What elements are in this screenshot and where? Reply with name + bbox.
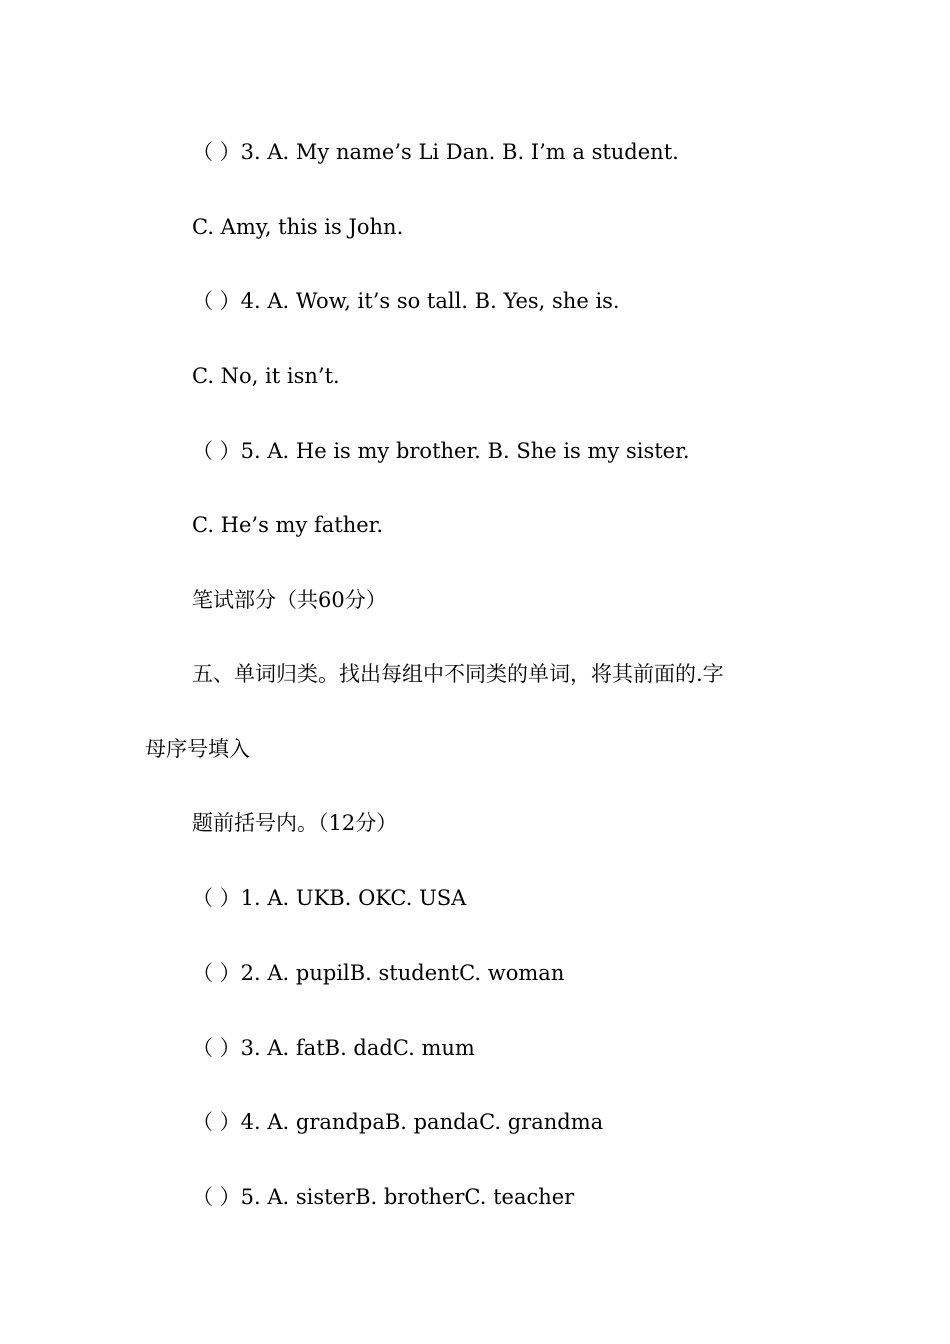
word-group-item-4: （ ）4. A. grandpaB. pandaC. grandma xyxy=(192,1110,604,1134)
listening-item-4-options: （ ）4. A. Wow, it’s so tall. B. Yes, she is. xyxy=(192,289,620,313)
listening-item-3-options: （ ）3. A. My name’s Li Dan. B. I’m a student. xyxy=(192,140,679,164)
word-group-item-2: （ ）2. A. pupilB. studentC. woman xyxy=(192,961,565,985)
section-five-instruction-cont: 母序号填入 xyxy=(145,737,250,761)
listening-item-4-option-c: C. No, it isn’t. xyxy=(192,364,340,388)
listening-item-3-option-c: C. Amy, this is John. xyxy=(192,215,404,239)
listening-item-5-option-c: C. He’s my father. xyxy=(192,513,384,537)
section-five-instruction: 五、单词归类。找出每组中不同类的单词，将其前面的.字 xyxy=(192,662,724,686)
listening-item-5-options: （ ）5. A. He is my brother. B. She is my sister. xyxy=(192,439,690,463)
written-section-heading: 笔试部分（共60分） xyxy=(192,588,387,612)
section-five-instruction-end: 题前括号内。（12分） xyxy=(192,811,398,835)
word-group-item-3: （ ）3. A. fatB. dadC. mum xyxy=(192,1036,475,1060)
word-group-item-5: （ ）5. A. sisterB. brotherC. teacher xyxy=(192,1185,575,1209)
word-group-item-1: （ ）1. A. UKB. OKC. USA xyxy=(192,886,467,910)
